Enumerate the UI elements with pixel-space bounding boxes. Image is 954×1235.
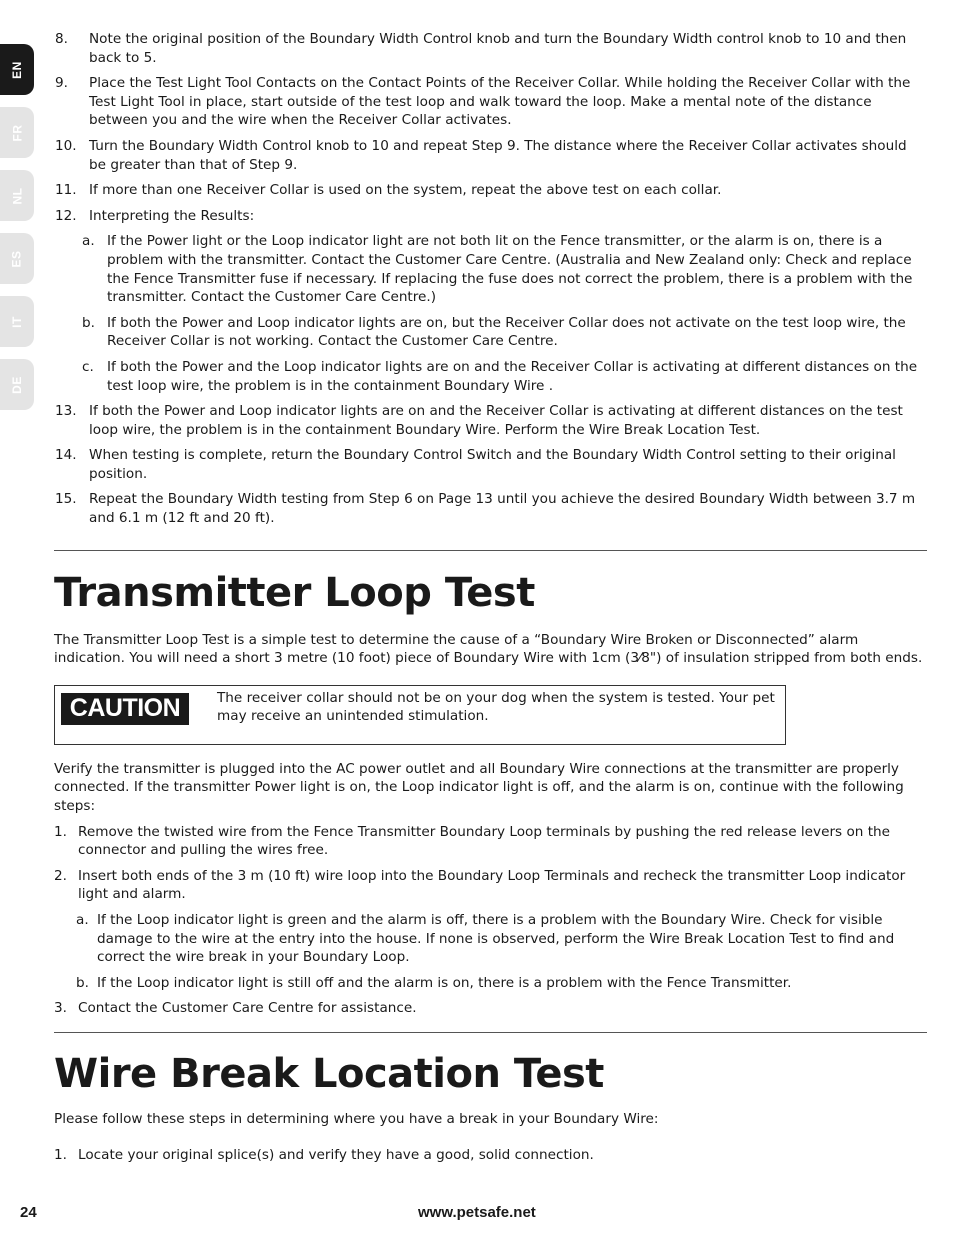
section-divider [54,550,927,551]
wire-break-intro: Please follow these steps in determining where you have a break in your Boundary Wire: [54,1110,659,1127]
section-title-transmitter-loop-test: Transmitter Loop Test [54,569,535,616]
result-b: b. If both the Power and Loop indicator lights are on, but the Receiver Collar does not activate on the test loop wire, the Receiver Collar is not working. Contact the Customer Care Centre. [82,314,906,350]
loop-step-2: 2. Insert both ends of the 3 m (10 ft) wire loop into the Boundary Loop Terminals and recheck the transmitter Loop indicator light and alarm. [54,867,906,903]
language-tabs [0,44,34,422]
step-13: 13. If both the Power and Loop indicator lights are on and the Receiver Collar is activating at different distances on the test loop wire, the problem is in the containment Boundary Wire. Perform the Wire Break Location Test. [55,403,903,438]
section-title-wire-break-location-test: Wire Break Location Test [54,1050,604,1097]
step-12: 12. Interpreting the Results: [55,207,255,224]
language-tab-it[interactable]: IT [0,296,34,347]
caution-label: CAUTION [61,693,189,725]
caution-box [54,685,786,745]
language-tab-de[interactable]: DE [0,359,34,410]
step-8: 8. Note the original position of the Boundary Width Control knob and turn the Boundary Width control knob to 10 and then back to 5. [55,31,907,66]
caution-text: The receiver collar should not be on your dog when the system is tested. Your pet may receive an unintended stimulation. [217,689,775,725]
loop-test-intro: The Transmitter Loop Test is a simple test to determine the cause of a “Boundary Wire Broken or Disconnected” alarm indication. You will need a short 3 metre (10 foot) piece of Boundary Wire with 1cm (3⁄8") of insulation stripped from both ends. [54,631,923,667]
wire-step-1: 1. Locate your original splice(s) and verify they have a good, solid connection. [54,1146,594,1163]
step-9: 9. Place the Test Light Tool Contacts on the Contact Points of the Receiver Collar. While holding the Receiver Collar with the Test Light Tool in place, start outside of the test loop and walk toward the loop. Make a mental note of the distance between you and the wire when the Receiver Collar activates. [55,75,911,129]
language-tab-en[interactable]: EN [0,44,34,95]
result-c: c. If both the Power and the Loop indicator lights are on and the Receiver Collar is activating at different distances on the test loop wire, the problem is in the containment Boundary Wire . [82,358,918,394]
section-divider [54,1032,927,1033]
step-14: 14. When testing is complete, return the Boundary Control Switch and the Boundary Width Control setting to their original position. [55,447,896,482]
page-footer [0,1200,954,1226]
page-content [54,30,927,1171]
step-11: 11. If more than one Receiver Collar is used on the system, repeat the above test on each collar. [55,182,722,199]
website-link[interactable]: www.petsafe.net [418,1204,536,1221]
result-a: a. If the Power light or the Loop indicator light are not both lit on the Fence transmitter, or the alarm is on, there is a problem with the transmitter. Contact the Customer Care Centre. (Australia and New Zealand only: Check and replace the Fence Transmitter fuse if necessary. If replacing the fuse does not correct the problem, there is a problem with the transmitter. Contact the Customer Care Centre.) [82,233,913,306]
page-number: 24 [20,1204,37,1221]
loop-step-1: 1. Remove the twisted wire from the Fence Transmitter Boundary Loop terminals by pushing the red release levers on the connector and pulling the wires free. [54,823,891,859]
language-tab-es[interactable]: ES [0,233,34,284]
verify-paragraph: Verify the transmitter is plugged into the AC power outlet and all Boundary Wire connections at the transmitter are properly connected. If the transmitter Power light is on, the Loop indicator light is off, and the alarm is on, continue with the following steps: [54,760,904,815]
step-15: 15. Repeat the Boundary Width testing from Step 6 on Page 13 until you achieve the desired Boundary Width between 3.7 m and 6.1 m (12 ft and 20 ft). [55,491,916,527]
loop-step-3: 3. Contact the Customer Care Centre for assistance. [54,1000,417,1017]
language-tab-nl[interactable]: NL [0,170,34,221]
step-10: 10. Turn the Boundary Width Control knob to 10 and repeat Step 9. The distance where the Receiver Collar activates should be greater than that of Step 9. [55,137,907,173]
loop-substep-b: b. If the Loop indicator light is still off and the alarm is on, there is a problem with the Fence Transmitter. [76,974,792,991]
language-tab-fr[interactable]: FR [0,107,34,158]
loop-substep-a: a. If the Loop indicator light is green and the alarm is off, there is a problem with the Boundary Wire. Check for visible damage to the wire at the entry into the house. If none is observed, perform the Wire Break Location Test to find and correct the wire break in your Boundary Loop. [76,912,895,966]
